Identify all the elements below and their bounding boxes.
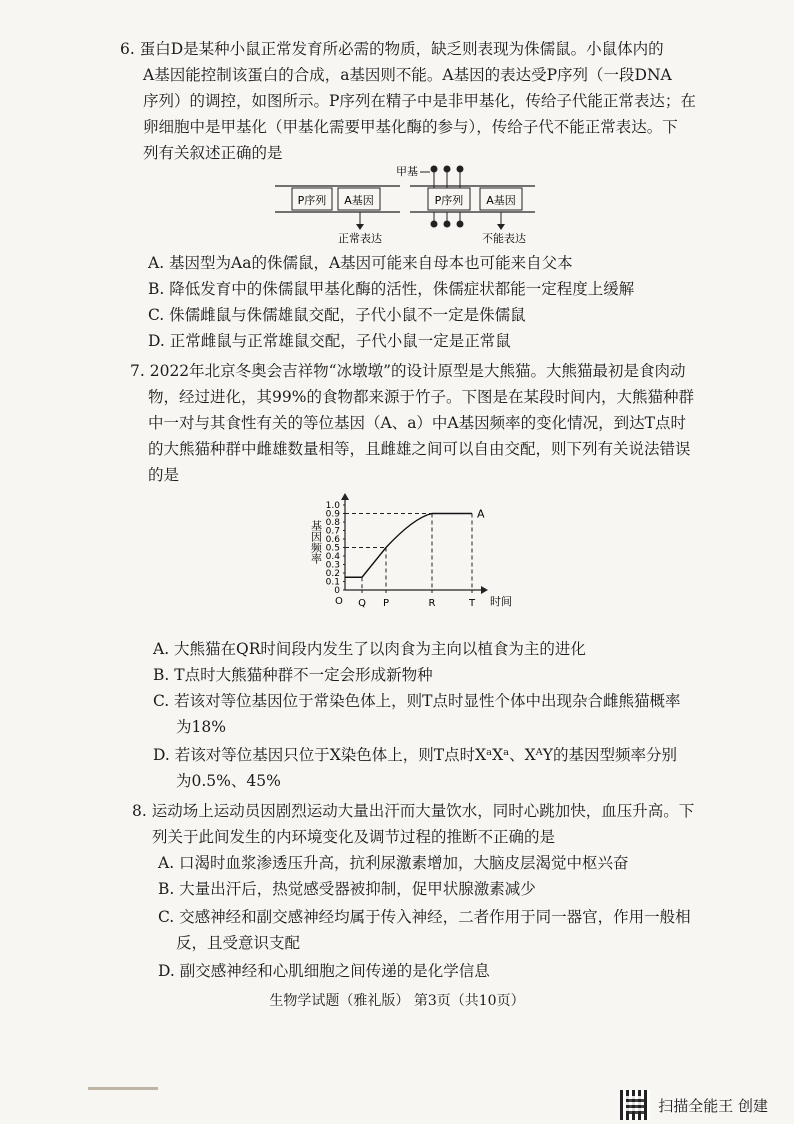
not-expressed-label: 不能表达	[482, 232, 526, 245]
scan-mark	[88, 1087, 158, 1090]
x-tick-label: Q	[358, 598, 366, 609]
scanner-watermark	[620, 1090, 768, 1120]
y-tick-label: 0.3	[325, 560, 340, 571]
p-seq-label-left: P序列	[297, 194, 327, 207]
q7-line: 物，经过进化，其99%的食物都来源于竹子。下图是在某段时间内，大熊猫种群	[148, 388, 694, 406]
y-tick-label: 0.9	[325, 509, 340, 520]
a-gene-label-right: A基因	[486, 194, 516, 207]
q8-option-c-cont: 反，且受意识支配	[176, 934, 301, 952]
x-axis-arrow	[481, 586, 488, 594]
q8-line: 列关于此间发生的内环境变化及调节过程的推断不正确的是	[152, 828, 556, 846]
methyl-label: 甲基	[396, 165, 418, 178]
q7-option-d-cont: 为0.5%、45%	[176, 772, 281, 790]
q7-option-c-cont: 为18%	[176, 718, 226, 736]
x-tick-label: T	[468, 598, 476, 609]
q8-option-a: A. 口渴时血浆渗透压升高，抗利尿激素增加，大脑皮层渴觉中枢兴奋	[158, 854, 629, 872]
x-tick-label: P	[382, 598, 390, 609]
q8-line: 8. 运动场上运动员因剧烈运动大量出汗而大量饮水，同时心跳加快，血压升高。下	[132, 802, 695, 820]
y-tick-label: 0.4	[325, 552, 340, 562]
q7-line: 中一对与其食性有关的等位基因（A、a）中A基因频率的变化情况，到达T点时	[148, 414, 686, 432]
a-gene-label-left: A基因	[344, 194, 374, 207]
y-axis-arrow	[341, 493, 349, 500]
x-tick-label: R	[428, 598, 436, 609]
normal-expression-label: 正常表达	[338, 232, 382, 245]
q6-line: 序列）的调控，如图所示。P序列在精子中是非甲基化，传给子代能正常表达；在	[143, 92, 696, 110]
q6-option-c: C. 侏儒雌鼠与侏儒雄鼠交配，子代小鼠不一定是侏儒鼠	[148, 306, 526, 324]
q7-option-b: B. T点时大熊猫种群不一定会形成新物种	[153, 666, 433, 684]
x-axis-label: 时间	[490, 595, 512, 608]
y-tick-label: 0.7	[325, 526, 340, 537]
q7-line: 的大熊猫种群中雌雄数量相等，且雌雄之间可以自由交配，则下列有关说法错误	[148, 440, 691, 458]
q7-line: 7. 2022年北京冬奥会吉祥物“冰墩墩”的设计原型是大熊猫。大熊猫最初是食肉动	[130, 362, 686, 380]
gene-frequency-chart	[300, 492, 530, 624]
y-tick-label: 1.0	[325, 501, 340, 511]
q7-option-c: C. 若该对等位基因位于常染色体上，则T点时显性个体中出现杂合雌熊猫概率	[153, 692, 681, 710]
y-tick-label: 0.1	[325, 577, 340, 588]
y-axis-label: 基因频率	[309, 520, 323, 564]
q6-line: 6. 蛋白D是某种小鼠正常发育所必需的物质，缺乏则表现为侏儒鼠。小鼠体内的	[120, 40, 664, 58]
q8-option-c: C. 交感神经和副交感神经均属于传入神经，二者作用于同一器官，作用一般相	[158, 908, 691, 926]
q8-option-b: B. 大量出汗后，热觉感受器被抑制，促甲状腺激素减少	[158, 880, 536, 898]
q6-option-a: A. 基因型为Aa的侏儒鼠，A基因可能来自母本也可能来自父本	[148, 254, 573, 272]
q7-line: 的是	[148, 466, 180, 484]
q7-option-a: A. 大熊猫在QR时间段内发生了以肉食为主向以植食为主的进化	[153, 640, 586, 658]
series-label-a: A	[477, 507, 485, 521]
q7-option-d: D. 若该对等位基因只位于X染色体上，则T点时XᵃXᵃ、XᴬY的基因型频率分别	[153, 746, 677, 764]
scanner-label: 扫描全能王 创建	[658, 1096, 768, 1115]
q6-line: A基因能控制该蛋白的合成，a基因则不能。A基因的表达受P序列（一段DNA	[143, 66, 672, 84]
y-tick-label: 0.8	[325, 518, 340, 528]
y-tick-label: 0	[334, 586, 340, 596]
p-seq-label-right: P序列	[434, 194, 464, 207]
q6-option-d: D. 正常雌鼠与正常雄鼠交配，子代小鼠一定是正常鼠	[148, 332, 511, 350]
series-line-a	[345, 514, 472, 578]
y-tick-label: 0.2	[325, 569, 340, 579]
y-tick-label: 0.5	[325, 543, 340, 554]
methylation-diagram	[270, 158, 540, 246]
q6-option-b: B. 降低发育中的侏儒鼠甲基化酶的活性，侏儒症状都能一定程度上缓解	[148, 280, 635, 298]
y-tick-label: 0.6	[325, 535, 340, 545]
q6-line: 卵细胞中是甲基化（甲基化需要甲基化酶的参与），传给子代不能正常表达。下	[143, 118, 678, 136]
q6-line: 列有关叙述正确的是	[143, 144, 283, 162]
page-footer: 生物学试题（雅礼版） 第3页（共10页）	[269, 993, 525, 1009]
origin-label: O	[335, 596, 343, 607]
qr-code-icon	[620, 1090, 650, 1120]
q8-option-d: D. 副交感神经和心肌细胞之间传递的是化学信息	[158, 962, 490, 980]
